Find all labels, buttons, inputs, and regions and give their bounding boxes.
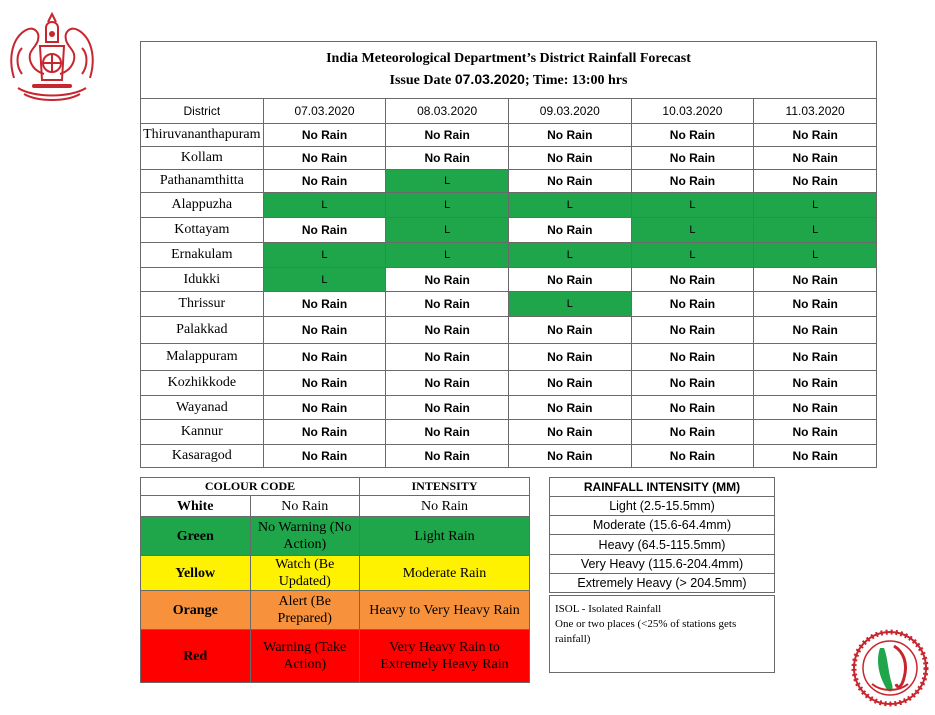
forecast-cell-no-rain: No Rain xyxy=(754,317,877,344)
district-row xyxy=(141,170,877,193)
colour-name: Green xyxy=(141,517,251,556)
forecast-cell-no-rain: No Rain xyxy=(631,147,754,170)
forecast-title-cell xyxy=(141,42,877,99)
forecast-cell-no-rain: No Rain xyxy=(754,396,877,420)
forecast-cell-no-rain: No Rain xyxy=(754,445,877,468)
forecast-cell-no-rain: No Rain xyxy=(386,317,509,344)
forecast-cell-no-rain: No Rain xyxy=(631,292,754,317)
colour-name: Orange xyxy=(141,591,251,630)
forecast-cell-no-rain: No Rain xyxy=(754,371,877,396)
forecast-cell-light-rain: L xyxy=(386,218,509,243)
forecast-cell-no-rain: No Rain xyxy=(631,317,754,344)
forecast-cell-no-rain: No Rain xyxy=(754,124,877,147)
forecast-cell-light-rain: L xyxy=(263,193,386,218)
forecast-cell-light-rain: L xyxy=(508,193,631,218)
forecast-cell-no-rain: No Rain xyxy=(263,371,386,396)
colour-intensity: No Rain xyxy=(360,496,530,517)
forecast-cell-light-rain: L xyxy=(386,170,509,193)
forecast-cell-no-rain: No Rain xyxy=(263,292,386,317)
isol-description: One or two places (<25% of stations gets rainfall) xyxy=(555,618,737,645)
forecast-cell-no-rain: No Rain xyxy=(386,420,509,445)
colour-action: No Warning (No Action) xyxy=(250,517,360,556)
district-name: Wayanad xyxy=(141,396,264,420)
forecast-cell-no-rain: No Rain xyxy=(386,445,509,468)
issue-line xyxy=(141,69,876,91)
colour-intensity: Very Heavy Rain to Extremely Heavy Rain xyxy=(360,630,530,683)
kerala-emblem-logo xyxy=(4,8,100,104)
forecast-cell-no-rain: No Rain xyxy=(386,268,509,292)
colour-code-header: COLOUR CODE xyxy=(141,478,360,496)
forecast-cell-no-rain: No Rain xyxy=(631,396,754,420)
issue-time: ; Time: 13:00 hrs xyxy=(524,73,628,88)
colour-row-green xyxy=(141,517,530,556)
forecast-cell-light-rain: L xyxy=(631,193,754,218)
colour-name: Yellow xyxy=(141,556,251,591)
district-name: Kasaragod xyxy=(141,445,264,468)
forecast-cell-no-rain: No Rain xyxy=(386,344,509,371)
forecast-cell-light-rain: L xyxy=(754,218,877,243)
forecast-cell-no-rain: No Rain xyxy=(263,445,386,468)
district-name: Alappuzha xyxy=(141,193,264,218)
colour-action: No Rain xyxy=(250,496,360,517)
colour-intensity: Light Rain xyxy=(360,517,530,556)
rainfall-intensity-table xyxy=(549,477,775,593)
forecast-cell-no-rain: No Rain xyxy=(508,170,631,193)
date-column-header: 08.03.2020 xyxy=(386,99,509,124)
district-column-header: District xyxy=(141,99,264,124)
forecast-cell-light-rain: L xyxy=(263,268,386,292)
district-forecast-table xyxy=(140,41,877,468)
forecast-cell-no-rain: No Rain xyxy=(508,344,631,371)
colour-intensity: Moderate Rain xyxy=(360,556,530,591)
intensity-row: Very Heavy (115.6-204.4mm) xyxy=(550,554,775,573)
forecast-cell-no-rain: No Rain xyxy=(508,124,631,147)
colour-code-table xyxy=(140,477,530,683)
district-name: Thrissur xyxy=(141,292,264,317)
forecast-cell-no-rain: No Rain xyxy=(508,420,631,445)
forecast-cell-no-rain: No Rain xyxy=(508,317,631,344)
date-column-header: 11.03.2020 xyxy=(754,99,877,124)
forecast-cell-no-rain: No Rain xyxy=(263,218,386,243)
forecast-cell-no-rain: No Rain xyxy=(386,371,509,396)
forecast-cell-light-rain: L xyxy=(263,243,386,268)
forecast-cell-no-rain: No Rain xyxy=(508,268,631,292)
forecast-cell-no-rain: No Rain xyxy=(508,371,631,396)
forecast-cell-no-rain: No Rain xyxy=(508,445,631,468)
forecast-cell-no-rain: No Rain xyxy=(631,371,754,396)
forecast-cell-no-rain: No Rain xyxy=(631,445,754,468)
forecast-cell-no-rain: No Rain xyxy=(508,218,631,243)
district-name: Pathanamthitta xyxy=(141,170,264,193)
forecast-cell-no-rain: No Rain xyxy=(386,292,509,317)
district-name: Thiruvananthapuram xyxy=(141,124,264,147)
forecast-cell-no-rain: No Rain xyxy=(263,317,386,344)
forecast-cell-no-rain: No Rain xyxy=(386,124,509,147)
rainfall-intensity-title: RAINFALL INTENSITY (MM) xyxy=(550,478,775,497)
district-row xyxy=(141,396,877,420)
forecast-cell-no-rain: No Rain xyxy=(631,170,754,193)
colour-name: Red xyxy=(141,630,251,683)
forecast-cell-no-rain: No Rain xyxy=(508,396,631,420)
intensity-row: Extremely Heavy (> 204.5mm) xyxy=(550,573,775,592)
forecast-cell-no-rain: No Rain xyxy=(631,268,754,292)
forecast-cell-no-rain: No Rain xyxy=(263,344,386,371)
forecast-cell-no-rain: No Rain xyxy=(263,147,386,170)
colour-row-orange xyxy=(141,591,530,630)
issue-label: Issue Date xyxy=(389,73,452,88)
district-row xyxy=(141,147,877,170)
forecast-cell-light-rain: L xyxy=(386,193,509,218)
district-name: Kottayam xyxy=(141,218,264,243)
forecast-cell-no-rain: No Rain xyxy=(631,124,754,147)
forecast-cell-no-rain: No Rain xyxy=(754,292,877,317)
forecast-header-row xyxy=(141,99,877,124)
intensity-row: Light (2.5-15.5mm) xyxy=(550,497,775,516)
district-row xyxy=(141,371,877,396)
district-name: Palakkad xyxy=(141,317,264,344)
forecast-cell-no-rain: No Rain xyxy=(631,344,754,371)
forecast-cell-light-rain: L xyxy=(754,243,877,268)
colour-row-white xyxy=(141,496,530,517)
colour-row-red xyxy=(141,630,530,683)
forecast-cell-no-rain: No Rain xyxy=(263,170,386,193)
forecast-cell-no-rain: No Rain xyxy=(754,344,877,371)
district-row xyxy=(141,445,877,468)
forecast-cell-light-rain: L xyxy=(631,218,754,243)
colour-action: Warning (Take Action) xyxy=(250,630,360,683)
forecast-cell-light-rain: L xyxy=(508,292,631,317)
forecast-cell-no-rain: No Rain xyxy=(508,147,631,170)
forecast-cell-no-rain: No Rain xyxy=(263,396,386,420)
district-name: Kannur xyxy=(141,420,264,445)
district-row xyxy=(141,243,877,268)
district-row xyxy=(141,193,877,218)
forecast-cell-no-rain: No Rain xyxy=(263,420,386,445)
forecast-cell-light-rain: L xyxy=(386,243,509,268)
intensity-header: INTENSITY xyxy=(360,478,530,496)
district-name: Idukki xyxy=(141,268,264,292)
forecast-cell-light-rain: L xyxy=(631,243,754,268)
date-column-header: 10.03.2020 xyxy=(631,99,754,124)
date-column-header: 07.03.2020 xyxy=(263,99,386,124)
forecast-cell-no-rain: No Rain xyxy=(754,268,877,292)
forecast-cell-no-rain: No Rain xyxy=(754,420,877,445)
district-row xyxy=(141,292,877,317)
intensity-row: Moderate (15.6-64.4mm) xyxy=(550,516,775,535)
district-row xyxy=(141,124,877,147)
colour-action: Watch (Be Updated) xyxy=(250,556,360,591)
date-column-header: 09.03.2020 xyxy=(508,99,631,124)
district-name: Kozhikkode xyxy=(141,371,264,396)
forecast-cell-no-rain: No Rain xyxy=(263,124,386,147)
forecast-cell-light-rain: L xyxy=(754,193,877,218)
district-row xyxy=(141,344,877,371)
intensity-row: Heavy (64.5-115.5mm) xyxy=(550,535,775,554)
forecast-cell-no-rain: No Rain xyxy=(754,147,877,170)
forecast-cell-no-rain: No Rain xyxy=(631,420,754,445)
colour-intensity: Heavy to Very Heavy Rain xyxy=(360,591,530,630)
colour-name: White xyxy=(141,496,251,517)
isol-note-box xyxy=(549,595,775,673)
imd-seal-logo xyxy=(850,628,930,708)
forecast-cell-no-rain: No Rain xyxy=(754,170,877,193)
forecast-cell-light-rain: L xyxy=(508,243,631,268)
colour-row-yellow xyxy=(141,556,530,591)
district-name: Ernakulam xyxy=(141,243,264,268)
colour-action: Alert (Be Prepared) xyxy=(250,591,360,630)
forecast-cell-no-rain: No Rain xyxy=(386,396,509,420)
district-row xyxy=(141,218,877,243)
district-name: Malappuram xyxy=(141,344,264,371)
forecast-cell-no-rain: No Rain xyxy=(386,147,509,170)
district-row xyxy=(141,268,877,292)
forecast-title: India Meteorological Department’s District Rainfall Forecast xyxy=(326,51,691,66)
district-name: Kollam xyxy=(141,147,264,170)
issue-date: 07.03.2020 xyxy=(454,71,525,87)
district-row xyxy=(141,317,877,344)
isol-definition: ISOL - Isolated Rainfall xyxy=(555,603,662,615)
district-row xyxy=(141,420,877,445)
